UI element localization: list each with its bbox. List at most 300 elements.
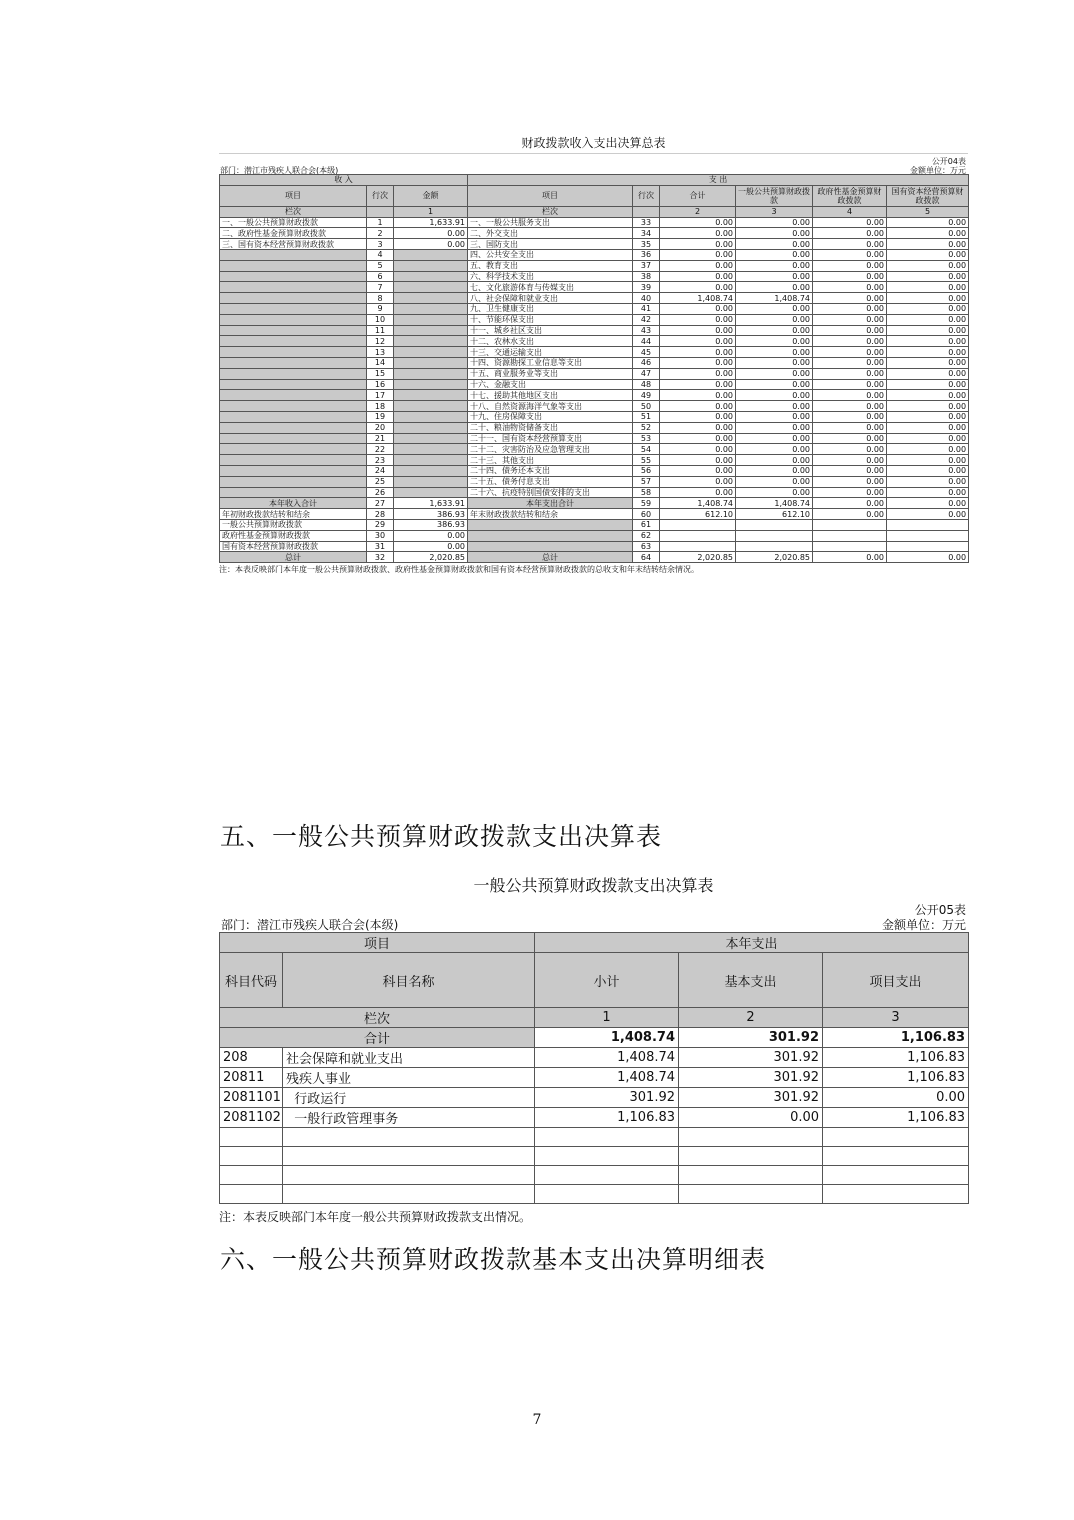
income-line: 15 (367, 368, 394, 379)
expense-state: 0.00 (887, 293, 969, 304)
income-amount (394, 379, 468, 390)
expense-general: 0.00 (736, 357, 813, 368)
income-line: 32 (367, 552, 394, 563)
income-amount (394, 325, 468, 336)
expense-general: 0.00 (736, 282, 813, 293)
expense-total: 0.00 (660, 444, 736, 455)
table-row (220, 260, 969, 271)
table-04-section (219, 133, 968, 575)
subject-code: 208 (220, 1048, 283, 1068)
income-amount (394, 368, 468, 379)
income-item (220, 465, 367, 476)
expense-line: 60 (633, 509, 660, 520)
income-item (220, 357, 367, 368)
table-04-title: 财政拨款收入支出决算总表 (219, 133, 968, 154)
expense-state: 0.00 (887, 444, 969, 455)
expense-general: 0.00 (736, 336, 813, 347)
expense-item: 八、社会保障和就业支出 (468, 293, 633, 304)
project-expense: 1,106.83 (823, 1108, 969, 1128)
income-item (220, 325, 367, 336)
expense-general: 0.00 (736, 347, 813, 358)
unit-label: 金额单位：万元 (881, 918, 966, 932)
table-row (220, 368, 969, 379)
income-amount: 1,633.91 (394, 217, 468, 228)
expense-item: 六、科学技术支出 (468, 271, 633, 282)
expense-fund: 0.00 (813, 303, 887, 314)
expense-general: 0.00 (736, 401, 813, 412)
expense-total: 0.00 (660, 411, 736, 422)
expense-fund (813, 541, 887, 552)
expense-item: 十六、金融支出 (468, 379, 633, 390)
col-line2: 行次 (633, 185, 660, 206)
expense-state: 0.00 (887, 314, 969, 325)
income-item (220, 314, 367, 325)
expense-item: 二十三、其他支出 (468, 455, 633, 466)
expense-state: 0.00 (887, 465, 969, 476)
expense-general: 0.00 (736, 271, 813, 282)
expense-item: 十九、住房保障支出 (468, 411, 633, 422)
income-item: 一、一般公共预算财政拨款 (220, 217, 367, 228)
income-line: 16 (367, 379, 394, 390)
expense-state: 0.00 (887, 228, 969, 239)
subject-code: 20811 (220, 1068, 283, 1088)
income-line: 11 (367, 325, 394, 336)
expense-item: 二十、粮油物资储备支出 (468, 422, 633, 433)
expense-fund: 0.00 (813, 314, 887, 325)
income-line: 18 (367, 401, 394, 412)
expense-line: 57 (633, 476, 660, 487)
expense-line: 59 (633, 498, 660, 509)
income-item (220, 411, 367, 422)
basic-expense: 301.92 (679, 1048, 823, 1068)
income-amount: 0.00 (394, 228, 468, 239)
expense-header: 支 出 (468, 175, 969, 186)
table-code: 公开04表 (931, 157, 966, 166)
expense-total: 0.00 (660, 379, 736, 390)
table-row (220, 1108, 969, 1128)
empty-row (220, 1166, 969, 1185)
expense-fund: 0.00 (813, 282, 887, 293)
table-row (220, 314, 969, 325)
expense-item: 四、公共安全支出 (468, 249, 633, 260)
basic-expense: 301.92 (679, 1068, 823, 1088)
income-amount (394, 249, 468, 260)
income-line: 30 (367, 530, 394, 541)
expense-item: 十二、农林水支出 (468, 336, 633, 347)
total-basic: 301.92 (679, 1028, 823, 1048)
income-item: 一般公共预算财政拨款 (220, 519, 367, 530)
expense-item: 十八、自然资源海洋气象等支出 (468, 401, 633, 412)
subject-name: 社会保障和就业支出 (283, 1048, 535, 1068)
expense-fund (813, 530, 887, 541)
income-line: 17 (367, 390, 394, 401)
expense-general: 0.00 (736, 422, 813, 433)
expense-line: 55 (633, 455, 660, 466)
expense-state: 0.00 (887, 390, 969, 401)
income-item (220, 476, 367, 487)
income-item: 年初财政拨款结转和结余 (220, 509, 367, 520)
expense-item: 五、教育支出 (468, 260, 633, 271)
expense-line: 41 (633, 303, 660, 314)
table-row (220, 249, 969, 260)
col-amount: 金额 (394, 185, 468, 206)
header-row (220, 953, 969, 1008)
table-row (220, 293, 969, 304)
expense-general: 0.00 (736, 411, 813, 422)
col-num: 2 (679, 1008, 823, 1028)
table-row (220, 325, 969, 336)
expense-total: 0.00 (660, 487, 736, 498)
expense-general: 1,408.74 (736, 293, 813, 304)
income-amount: 0.00 (394, 239, 468, 250)
expense-general: 0.00 (736, 217, 813, 228)
income-amount (394, 293, 468, 304)
table-row (220, 379, 969, 390)
income-amount: 1,633.91 (394, 498, 468, 509)
expense-general (736, 519, 813, 530)
expense-general: 1,408.74 (736, 498, 813, 509)
expense-general: 0.00 (736, 476, 813, 487)
col-state: 国有资本经营预算财政拨款 (887, 185, 969, 206)
expense-general: 0.00 (736, 239, 813, 250)
expense-line: 56 (633, 465, 660, 476)
income-amount: 386.93 (394, 519, 468, 530)
table-row (220, 552, 969, 563)
expense-state: 0.00 (887, 357, 969, 368)
income-item: 三、国有资本经营预算财政拨款 (220, 239, 367, 250)
income-line: 7 (367, 282, 394, 293)
header-row (220, 206, 969, 217)
expense-fund: 0.00 (813, 401, 887, 412)
income-amount (394, 357, 468, 368)
expense-general: 0.00 (736, 325, 813, 336)
expense-state: 0.00 (887, 498, 969, 509)
table-row (220, 422, 969, 433)
income-item: 国有资本经营预算财政拨款 (220, 541, 367, 552)
col-general: 一般公共预算财政拨款 (736, 185, 813, 206)
col-label: 栏次 (220, 206, 367, 217)
income-line: 27 (367, 498, 394, 509)
expense-item: 七、文化旅游体育与传媒支出 (468, 282, 633, 293)
income-item (220, 368, 367, 379)
income-item (220, 433, 367, 444)
subject-code: 2081102 (220, 1108, 283, 1128)
expense-item (468, 530, 633, 541)
total-row (220, 1028, 969, 1048)
subject-name: 行政运行 (283, 1088, 535, 1108)
income-line: 14 (367, 357, 394, 368)
expense-general: 0.00 (736, 465, 813, 476)
income-line: 5 (367, 260, 394, 271)
income-line: 26 (367, 487, 394, 498)
expense-state: 0.00 (887, 401, 969, 412)
expense-fund: 0.00 (813, 487, 887, 498)
expense-line: 50 (633, 401, 660, 412)
expense-fund: 0.00 (813, 455, 887, 466)
expense-line: 46 (633, 357, 660, 368)
col-num: 1 (394, 206, 468, 217)
expense-state: 0.00 (887, 433, 969, 444)
income-amount (394, 476, 468, 487)
expense-item: 十四、资源勘探工业信息等支出 (468, 357, 633, 368)
col-num: 3 (736, 206, 813, 217)
income-amount (394, 314, 468, 325)
expense-fund: 0.00 (813, 476, 887, 487)
expense-total: 0.00 (660, 465, 736, 476)
col-item: 项目 (220, 185, 367, 206)
expense-state: 0.00 (887, 347, 969, 358)
expense-line: 40 (633, 293, 660, 304)
expense-general: 0.00 (736, 487, 813, 498)
table-row (220, 1068, 969, 1088)
expense-state: 0.00 (887, 509, 969, 520)
expense-fund: 0.00 (813, 444, 887, 455)
project-expense: 1,106.83 (823, 1048, 969, 1068)
expense-general: 0.00 (736, 455, 813, 466)
col-year-expense: 本年支出 (535, 933, 969, 953)
expense-total: 0.00 (660, 347, 736, 358)
income-line: 4 (367, 249, 394, 260)
expense-total (660, 519, 736, 530)
expense-total: 0.00 (660, 455, 736, 466)
income-amount (394, 260, 468, 271)
expense-line: 61 (633, 519, 660, 530)
expense-total: 0.00 (660, 368, 736, 379)
expense-item: 十七、援助其他地区支出 (468, 390, 633, 401)
table-row (220, 465, 969, 476)
expense-state: 0.00 (887, 422, 969, 433)
income-amount (394, 303, 468, 314)
table-row (220, 239, 969, 250)
expense-state: 0.00 (887, 455, 969, 466)
expense-state: 0.00 (887, 368, 969, 379)
col-subtotal: 小计 (535, 953, 679, 1008)
expense-line: 34 (633, 228, 660, 239)
expense-item (468, 519, 633, 530)
expense-general: 0.00 (736, 368, 813, 379)
expense-line: 47 (633, 368, 660, 379)
expense-fund: 0.00 (813, 498, 887, 509)
col-fund: 政府性基金预算财政拨款 (813, 185, 887, 206)
expense-fund: 0.00 (813, 411, 887, 422)
col-code: 科目代码 (220, 953, 283, 1008)
col-num: 2 (660, 206, 736, 217)
col-basic: 基本支出 (679, 953, 823, 1008)
income-item (220, 347, 367, 358)
income-line: 2 (367, 228, 394, 239)
income-line: 8 (367, 293, 394, 304)
table-04-note: 注：本表反映部门本年度一般公共预算财政拨款、政府性基金预算财政拨款和国有资本经营预算财政拨款的总收支和年末结转结余情况。 (219, 565, 699, 575)
income-item (220, 271, 367, 282)
expense-total: 0.00 (660, 271, 736, 282)
table-04 (219, 174, 969, 563)
expense-fund: 0.00 (813, 357, 887, 368)
section-heading-5: 五、一般公共预算财政拨款支出决算表 (220, 822, 663, 851)
empty-row (220, 1147, 969, 1166)
expense-fund: 0.00 (813, 509, 887, 520)
table-row (220, 336, 969, 347)
expense-total: 0.00 (660, 260, 736, 271)
expense-total: 0.00 (660, 228, 736, 239)
expense-line: 63 (633, 541, 660, 552)
expense-line: 39 (633, 282, 660, 293)
income-amount (394, 411, 468, 422)
subject-code: 2081101 (220, 1088, 283, 1108)
expense-line: 52 (633, 422, 660, 433)
income-amount: 0.00 (394, 530, 468, 541)
income-item (220, 303, 367, 314)
expense-total (660, 541, 736, 552)
income-amount (394, 336, 468, 347)
income-line: 1 (367, 217, 394, 228)
expense-state (887, 530, 969, 541)
expense-total: 0.00 (660, 239, 736, 250)
expense-total: 0.00 (660, 422, 736, 433)
unit-label: 金额单位：万元 (910, 166, 966, 175)
table-row (220, 519, 969, 530)
col-name: 科目名称 (283, 953, 535, 1008)
expense-total: 0.00 (660, 325, 736, 336)
expense-fund: 0.00 (813, 249, 887, 260)
table-05-note: 注：本表反映部门本年度一般公共预算财政拨款支出情况。 (219, 1210, 532, 1224)
income-amount (394, 444, 468, 455)
expense-item: 十、节能环保支出 (468, 314, 633, 325)
income-amount (394, 465, 468, 476)
income-line: 22 (367, 444, 394, 455)
col-num: 3 (823, 1008, 969, 1028)
expense-state: 0.00 (887, 282, 969, 293)
expense-general (736, 541, 813, 552)
expense-state: 0.00 (887, 239, 969, 250)
subtotal: 1,408.74 (535, 1048, 679, 1068)
expense-line: 37 (633, 260, 660, 271)
income-line: 10 (367, 314, 394, 325)
table-row (220, 455, 969, 466)
expense-general: 0.00 (736, 314, 813, 325)
empty-row (220, 1185, 969, 1204)
expense-fund: 0.00 (813, 368, 887, 379)
expense-line: 35 (633, 239, 660, 250)
table-row (220, 411, 969, 422)
expense-total: 0.00 (660, 282, 736, 293)
income-header: 收 入 (220, 175, 468, 186)
total-label: 合计 (220, 1028, 535, 1048)
income-item (220, 422, 367, 433)
income-item (220, 379, 367, 390)
expense-general (736, 530, 813, 541)
expense-total: 0.00 (660, 357, 736, 368)
expense-general: 0.00 (736, 433, 813, 444)
expense-fund: 0.00 (813, 217, 887, 228)
header-row (220, 1008, 969, 1028)
expense-item (468, 541, 633, 552)
income-amount (394, 433, 468, 444)
expense-fund: 0.00 (813, 347, 887, 358)
expense-item: 年末财政拨款结转和结余 (468, 509, 633, 520)
expense-general: 0.00 (736, 444, 813, 455)
income-line: 12 (367, 336, 394, 347)
expense-line: 33 (633, 217, 660, 228)
expense-line: 54 (633, 444, 660, 455)
project-expense: 1,106.83 (823, 1068, 969, 1088)
expense-item: 二十六、抗疫特别国债安排的支出 (468, 487, 633, 498)
expense-state: 0.00 (887, 336, 969, 347)
income-line: 20 (367, 422, 394, 433)
income-item: 政府性基金预算财政拨款 (220, 530, 367, 541)
income-line: 25 (367, 476, 394, 487)
income-line: 6 (367, 271, 394, 282)
expense-total: 2,020.85 (660, 552, 736, 563)
col-line: 行次 (367, 185, 394, 206)
expense-item: 二十一、国有资本经营预算支出 (468, 433, 633, 444)
table-row (220, 509, 969, 520)
income-item (220, 444, 367, 455)
expense-item: 九、卫生健康支出 (468, 303, 633, 314)
income-line: 9 (367, 303, 394, 314)
expense-state: 0.00 (887, 325, 969, 336)
table-row (220, 1088, 969, 1108)
header-row (220, 933, 969, 953)
expense-general: 0.00 (736, 390, 813, 401)
income-amount (394, 422, 468, 433)
expense-fund: 0.00 (813, 293, 887, 304)
expense-state: 0.00 (887, 552, 969, 563)
col-label: 栏次 (468, 206, 633, 217)
expense-total: 612.10 (660, 509, 736, 520)
table-05-section (219, 874, 968, 1225)
expense-total: 0.00 (660, 303, 736, 314)
table-row (220, 282, 969, 293)
expense-state: 0.00 (887, 476, 969, 487)
table-04-meta (219, 154, 968, 174)
income-item (220, 390, 367, 401)
empty-row (220, 1128, 969, 1147)
income-item: 总计 (220, 552, 367, 563)
col-num: 5 (887, 206, 969, 217)
income-line: 19 (367, 411, 394, 422)
expense-line: 43 (633, 325, 660, 336)
expense-total (660, 530, 736, 541)
expense-line: 42 (633, 314, 660, 325)
expense-fund: 0.00 (813, 465, 887, 476)
subject-name: 一般行政管理事务 (283, 1108, 535, 1128)
table-row (220, 444, 969, 455)
header-row (220, 185, 969, 206)
expense-general: 0.00 (736, 303, 813, 314)
expense-state: 0.00 (887, 379, 969, 390)
table-row (220, 498, 969, 509)
expense-total: 0.00 (660, 249, 736, 260)
expense-general: 612.10 (736, 509, 813, 520)
table-row (220, 357, 969, 368)
income-line: 21 (367, 433, 394, 444)
income-line: 28 (367, 509, 394, 520)
subject-name: 残疾人事业 (283, 1068, 535, 1088)
income-item (220, 487, 367, 498)
expense-item: 总计 (468, 552, 633, 563)
expense-item: 三、国防支出 (468, 239, 633, 250)
col-item: 项目 (220, 933, 535, 953)
total-subtotal: 1,408.74 (535, 1028, 679, 1048)
expense-state: 0.00 (887, 487, 969, 498)
expense-item: 二、外交支出 (468, 228, 633, 239)
expense-line: 62 (633, 530, 660, 541)
table-row (220, 433, 969, 444)
expense-total: 0.00 (660, 314, 736, 325)
expense-item: 一、一般公共服务支出 (468, 217, 633, 228)
income-item: 二、政府性基金预算财政拨款 (220, 228, 367, 239)
expense-fund (813, 519, 887, 530)
